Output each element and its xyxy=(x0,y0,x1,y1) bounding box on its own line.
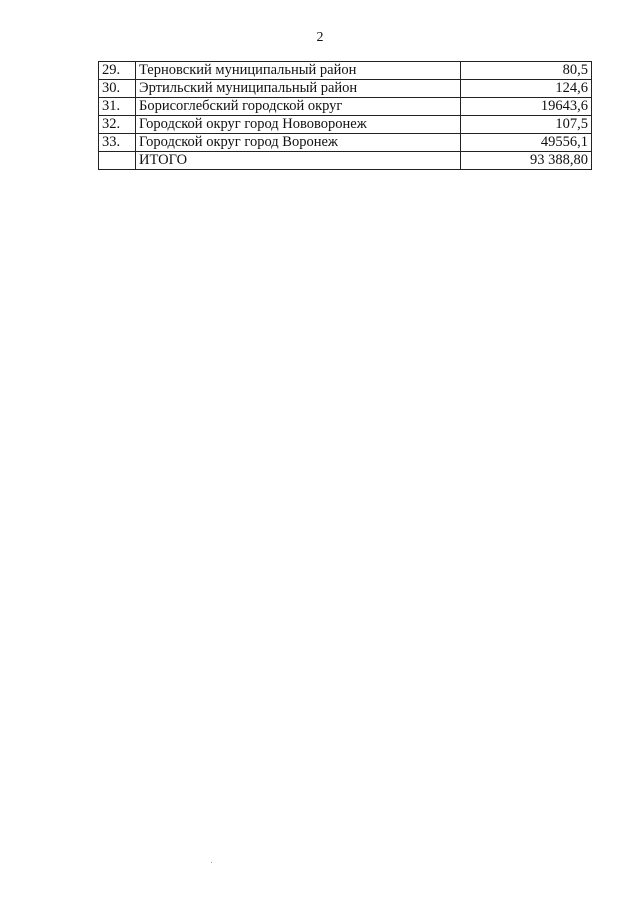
row-name: Эртильский муниципальный район xyxy=(136,80,461,98)
table-row xyxy=(99,80,592,98)
page-number: 2 xyxy=(316,30,324,45)
row-number: 32. xyxy=(99,116,136,134)
row-name: Городской округ город Нововоронеж xyxy=(136,116,461,134)
row-value: 49556,1 xyxy=(461,134,592,152)
row-value: 107,5 xyxy=(461,116,592,134)
total-row xyxy=(99,152,592,170)
row-number: 30. xyxy=(99,80,136,98)
table-row xyxy=(99,116,592,134)
row-number: 31. xyxy=(99,98,136,116)
scan-speck xyxy=(211,862,212,863)
row-number: 33. xyxy=(99,134,136,152)
row-name: Терновский муниципальный район xyxy=(136,62,461,80)
row-number: 29. xyxy=(99,62,136,80)
row-value: 19643,6 xyxy=(461,98,592,116)
total-row-number xyxy=(99,152,136,170)
row-value: 124,6 xyxy=(461,80,592,98)
budget-table xyxy=(98,61,592,170)
row-name: Городской округ город Воронеж xyxy=(136,134,461,152)
row-name: Борисоглебский городской округ xyxy=(136,98,461,116)
table-row xyxy=(99,62,592,80)
table-row xyxy=(99,134,592,152)
table-row xyxy=(99,98,592,116)
total-label: ИТОГО xyxy=(136,152,461,170)
total-value: 93 388,80 xyxy=(461,152,592,170)
row-value: 80,5 xyxy=(461,62,592,80)
